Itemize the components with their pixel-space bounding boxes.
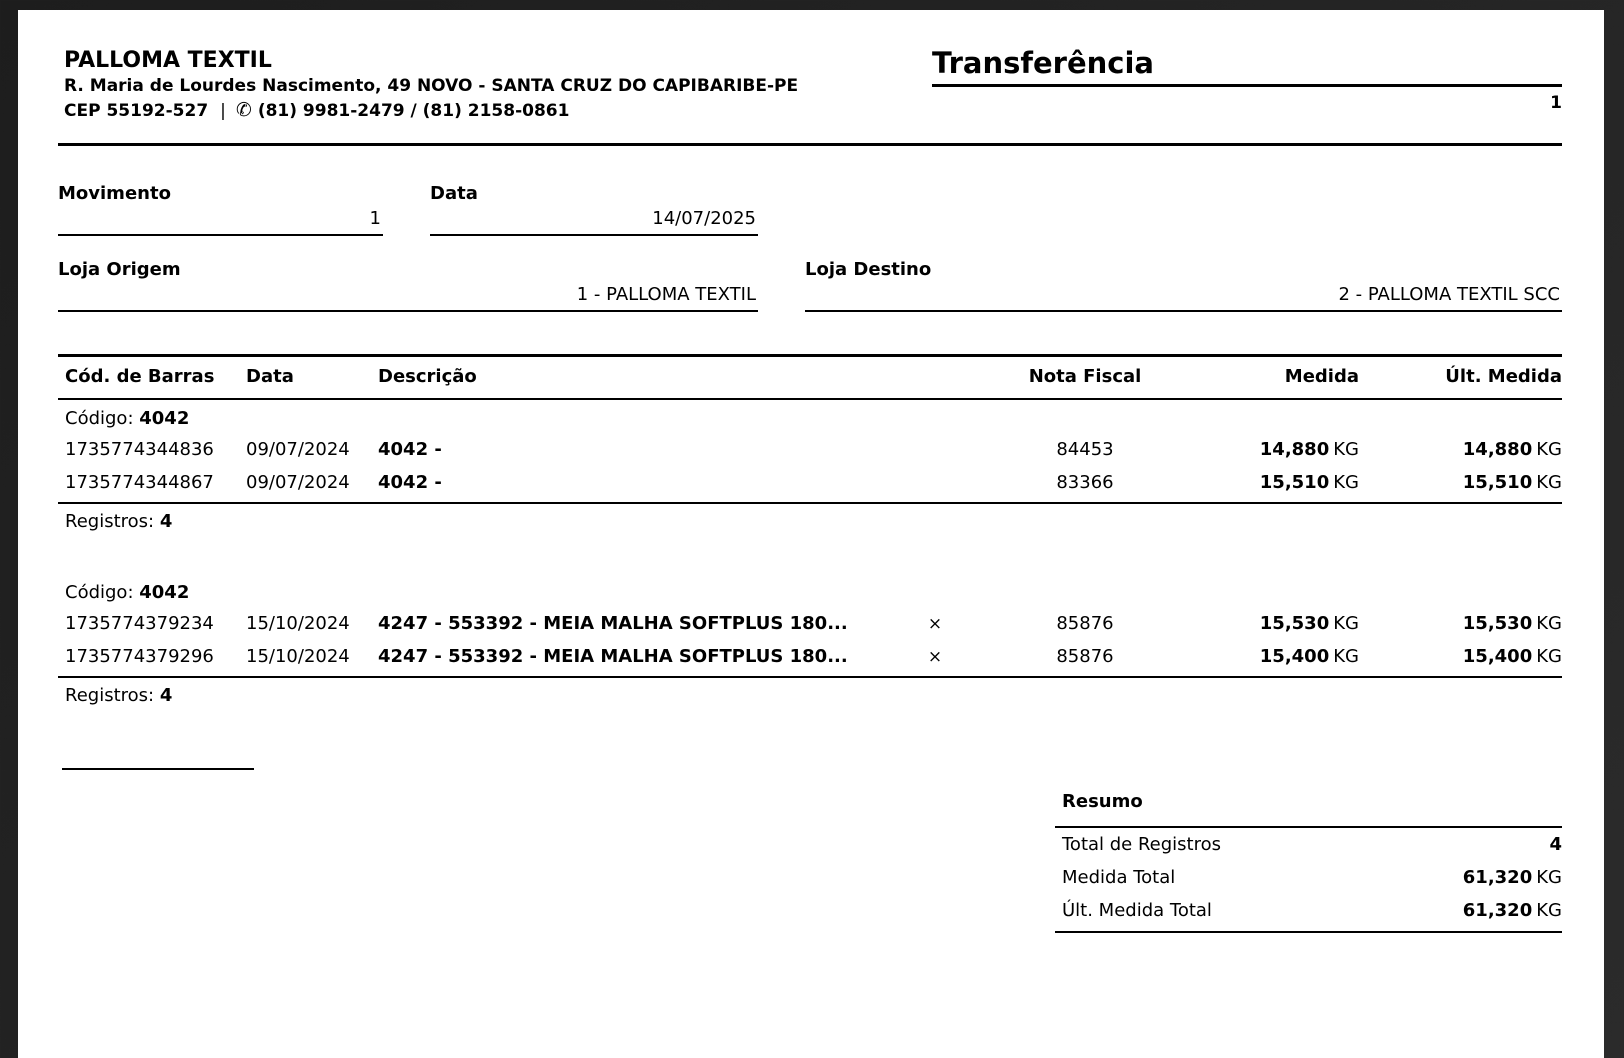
document-header xyxy=(58,48,1562,123)
cell-ult-medida xyxy=(1359,613,1562,634)
signature-line xyxy=(62,768,254,770)
registros-label: Registros: xyxy=(65,685,155,706)
field-movimento-value: 1 xyxy=(369,208,381,229)
codigo-value: 4042 xyxy=(139,582,190,603)
cell-descricao: 4042 - xyxy=(378,439,442,460)
col-header-medida: Medida xyxy=(1284,366,1359,387)
table-group-2 xyxy=(58,574,1562,712)
cell-nota-fiscal: 85876 xyxy=(1056,613,1114,634)
cell-medida xyxy=(1220,646,1359,667)
medida-value: 15,510 xyxy=(1259,472,1330,493)
table-row xyxy=(58,433,1562,466)
resumo-row-total-registros xyxy=(1055,828,1562,861)
separator: | xyxy=(220,101,226,121)
cell-barcode: 1735774344836 xyxy=(65,439,214,460)
page-number: 1 xyxy=(1550,93,1562,113)
field-movimento xyxy=(58,184,383,236)
company-address: R. Maria de Lourdes Nascimento, 49 NOVO - SANTA CRUZ DO CAPIBARIBE-PE xyxy=(64,76,799,96)
col-header-data: Data xyxy=(246,366,294,387)
table-row xyxy=(58,607,1562,640)
phone-icon: ✆ xyxy=(235,99,252,121)
cell-date: 09/07/2024 xyxy=(246,472,350,493)
field-loja-destino-label: Loja Destino xyxy=(805,259,932,280)
codigo-label: Código: xyxy=(65,408,134,429)
cell-barcode: 1735774379234 xyxy=(65,613,214,634)
company-name: PALLOMA TEXTIL xyxy=(64,48,272,73)
field-data-label: Data xyxy=(430,183,478,204)
company-phones: (81) 9981-2479 / (81) 2158-0861 xyxy=(257,101,570,121)
field-data-value: 14/07/2025 xyxy=(652,208,756,229)
cell-nota-fiscal: 83366 xyxy=(1056,472,1114,493)
header-divider xyxy=(58,143,1562,146)
codigo-value: 4042 xyxy=(139,408,190,429)
group-codigo xyxy=(58,574,1562,607)
medida-unit: KG xyxy=(1333,472,1359,493)
cell-date: 15/10/2024 xyxy=(246,613,350,634)
codigo-label: Código: xyxy=(65,582,134,603)
resumo-unit: KG xyxy=(1536,867,1562,888)
resumo-label: Total de Registros xyxy=(1062,834,1222,855)
col-header-barcode: Cód. de Barras xyxy=(65,366,215,387)
cell-ult-medida xyxy=(1359,472,1562,493)
resumo-number: 4 xyxy=(1549,834,1562,855)
field-loja-origem-label: Loja Origem xyxy=(58,259,181,280)
table-row xyxy=(58,466,1562,499)
fields-row-2 xyxy=(58,260,1562,312)
group-rows xyxy=(58,433,1562,504)
table-header-row xyxy=(58,357,1562,398)
medida-unit: KG xyxy=(1333,646,1359,667)
cell-date: 15/10/2024 xyxy=(246,646,350,667)
resumo-panel xyxy=(1055,792,1562,933)
cell-barcode: 1735774379296 xyxy=(65,646,214,667)
group-registros xyxy=(58,678,1562,712)
resumo-unit: KG xyxy=(1536,900,1562,921)
field-loja-destino-value: 2 - PALLOMA TEXTIL SCC xyxy=(1338,284,1560,305)
ult-medida-value: 14,880 xyxy=(1462,439,1533,460)
registros-value: 4 xyxy=(159,511,173,532)
ult-medida-unit: KG xyxy=(1536,472,1562,493)
medida-value: 15,400 xyxy=(1259,646,1330,667)
resumo-row-ult-medida-total xyxy=(1055,894,1562,927)
group-registros xyxy=(58,504,1562,538)
transfer-table xyxy=(58,354,1562,712)
resumo-number: 61,320 xyxy=(1462,900,1533,921)
x-mark: × xyxy=(927,613,943,634)
col-header-nota-fiscal: Nota Fiscal xyxy=(1028,366,1142,387)
cell-nota-fiscal: 85876 xyxy=(1056,646,1114,667)
cell-descricao: 4042 - xyxy=(378,472,442,493)
medida-value: 14,880 xyxy=(1259,439,1330,460)
cell-ult-medida xyxy=(1359,439,1562,460)
resumo-value xyxy=(1549,834,1562,855)
registros-value: 4 xyxy=(159,685,173,706)
company-contact xyxy=(64,98,798,123)
field-loja-origem-value: 1 - PALLOMA TEXTIL xyxy=(576,284,756,305)
group-codigo xyxy=(58,400,1562,433)
resumo-label: Medida Total xyxy=(1062,867,1176,888)
x-mark: × xyxy=(927,646,943,667)
cell-descricao: 4247 - 553392 - MEIA MALHA SOFTPLUS 180... xyxy=(378,646,848,667)
company-info xyxy=(58,48,798,123)
resumo-value xyxy=(1463,900,1562,921)
cell-barcode: 1735774344867 xyxy=(65,472,214,493)
resumo-value xyxy=(1463,867,1562,888)
group-rows xyxy=(58,607,1562,678)
cell-medida xyxy=(1220,439,1359,460)
table-header xyxy=(58,354,1562,400)
cell-nota-fiscal: 84453 xyxy=(1056,439,1114,460)
col-header-ult-medida: Últ. Medida xyxy=(1445,366,1562,387)
cell-medida xyxy=(1220,472,1359,493)
ult-medida-unit: KG xyxy=(1536,613,1562,634)
fields-row-1 xyxy=(58,184,1562,236)
medida-value: 15,530 xyxy=(1259,613,1330,634)
medida-unit: KG xyxy=(1333,613,1359,634)
document-page xyxy=(18,10,1604,1058)
company-cep: CEP 55192-527 xyxy=(64,101,209,121)
ult-medida-value: 15,510 xyxy=(1462,472,1533,493)
table-row xyxy=(58,640,1562,673)
resumo-label: Últ. Medida Total xyxy=(1062,900,1212,921)
field-loja-origem xyxy=(58,260,758,312)
resumo-divider-bottom xyxy=(1055,931,1562,933)
resumo-number: 61,320 xyxy=(1462,867,1533,888)
ult-medida-value: 15,400 xyxy=(1462,646,1533,667)
title-block xyxy=(932,48,1562,113)
registros-label: Registros: xyxy=(65,511,155,532)
ult-medida-value: 15,530 xyxy=(1462,613,1533,634)
ult-medida-unit: KG xyxy=(1536,439,1562,460)
resumo-title: Resumo xyxy=(1062,791,1143,812)
resumo-row-medida-total xyxy=(1055,861,1562,894)
col-header-descricao: Descrição xyxy=(378,366,477,387)
medida-unit: KG xyxy=(1333,439,1359,460)
cell-medida xyxy=(1220,613,1359,634)
cell-date: 09/07/2024 xyxy=(246,439,350,460)
cell-descricao: 4247 - 553392 - MEIA MALHA SOFTPLUS 180... xyxy=(378,613,848,634)
table-group-1 xyxy=(58,400,1562,538)
report-title: Transferência xyxy=(932,48,1562,87)
field-data xyxy=(430,184,758,236)
field-loja-destino xyxy=(805,260,1562,312)
ult-medida-unit: KG xyxy=(1536,646,1562,667)
field-movimento-label: Movimento xyxy=(58,183,171,204)
cell-ult-medida xyxy=(1359,646,1562,667)
